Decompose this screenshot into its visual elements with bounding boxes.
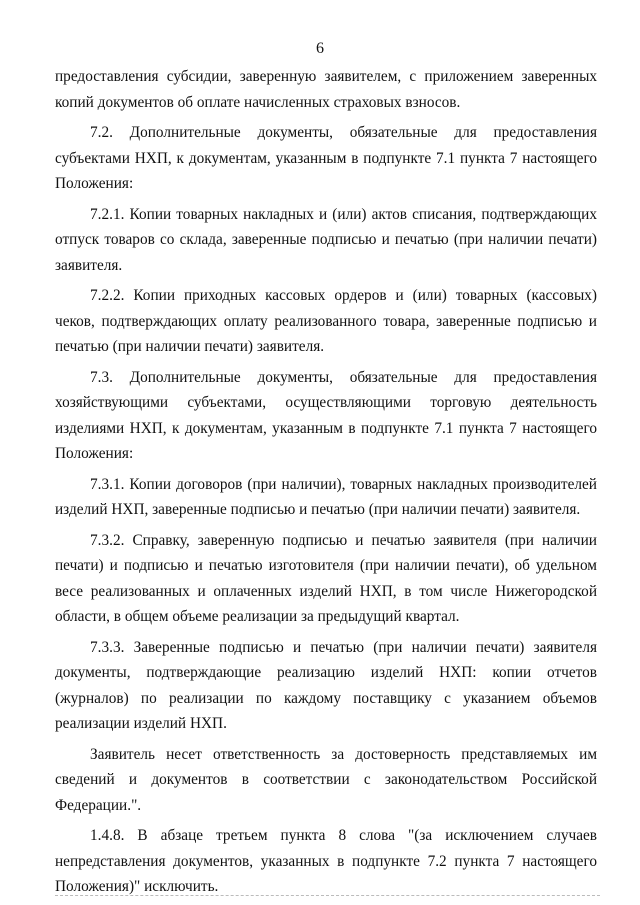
scan-edge-artifact (55, 895, 600, 897)
paragraph-7-2-2: 7.2.2. Копии приходных кассовых ордеров и (или) товарных (кассовых) чеков, подтверждающих оплату реализованного товара, заверенные подписью и печатью (при наличии печати) заявителя. (55, 287, 597, 355)
paragraph-applicant-responsibility: Заявитель несет ответственность за достоверность представляемых им сведений и документов в соответствии с законодательством Российской Федерации.". (55, 745, 597, 814)
paragraph-7-2-1: 7.2.1. Копии товарных накладных и (или) актов списания, подтверждающих отпуск товаров со склада, заверенные подписью и печатью (при наличии печати) заявителя. (55, 205, 597, 274)
paragraph-7-3-2: 7.3.2. Справку, заверенную подписью и печатью заявителя (при наличии печати) и подписью и печатью изготовителя (при наличии печати), об удельном весе реализованных и оплаченных изделий НХП, в том числе Нижегородской области, в общем объеме реализации за предыдущий квартал. (55, 531, 597, 625)
document-body (55, 64, 597, 905)
paragraph-7-3-3: 7.3.3. Заверенные подписью и печатью (при наличии печати) заявителя документы, подтверждающие реализацию изделий НХП: копии отчетов (журналов) по реализации по каждому поставщику с указанием объемов реализации изделий НХП. (55, 638, 597, 732)
paragraph-7-3: 7.3. Дополнительные документы, обязательные для предоставления хозяйствующими субъектами, осуществляющими торговую деятельность изделиями НХП, к документам, указанным в подпункте 7.1 пункта 7 настоящего Положения: (55, 368, 597, 462)
paragraph-subsidy-continuation: предоставления субсидии, заверенную заявителем, с приложением заверенных копий документов об оплате начисленных страховых взносов. (55, 68, 597, 111)
paragraph-7-3-1: 7.3.1. Копии договоров (при наличии), товарных накладных производителей изделий НХП, заверенные подписью и печатью (при наличии печати) заявителя. (55, 475, 597, 518)
paragraph-7-2: 7.2. Дополнительные документы, обязательные для предоставления субъектами НХП, к документам, указанным в подпункте 7.1 пункта 7 настоящего Положения: (55, 124, 597, 192)
page-number: 6 (316, 40, 324, 57)
paragraph-1-4-8: 1.4.8. В абзаце третьем пункта 8 слова "(за исключением случаев непредставления документов, указанных в подпункте 7.2 пункта 7 настоящего Положения)" исключить. (55, 827, 597, 895)
